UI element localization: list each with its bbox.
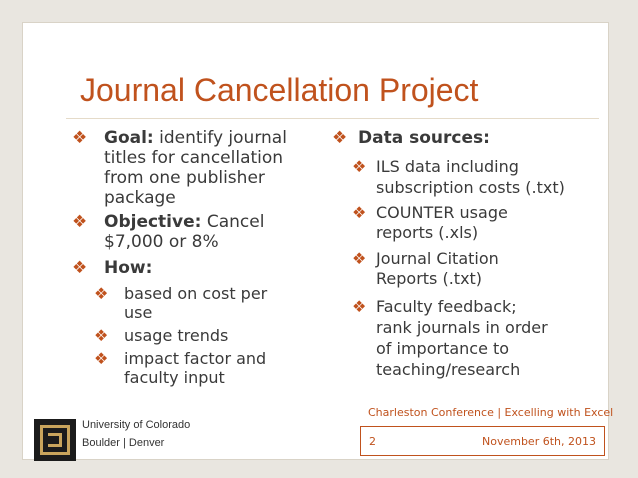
how-label: How: <box>104 258 153 278</box>
logo-mark <box>48 433 62 447</box>
footer-bar <box>360 426 605 456</box>
footer-date: November 6th, 2013 <box>482 435 596 448</box>
data-source-line: rank journals in order <box>376 318 548 337</box>
objective-text-line: Cancel <box>206 212 265 232</box>
goal-label: Goal: <box>104 128 154 148</box>
university-name: University of Colorado <box>82 419 191 431</box>
goal-text-line: from one publisher <box>104 168 265 188</box>
conference-footer: Charleston Conference | Excelling with Excel <box>368 406 614 419</box>
bullet-icon: ❖ <box>332 128 348 148</box>
slide-title: Journal Cancellation Project <box>80 72 479 108</box>
title-divider <box>66 118 599 119</box>
bullet-icon: ❖ <box>94 284 109 303</box>
bullet-icon: ❖ <box>72 258 88 278</box>
data-source-line: subscription costs (.txt) <box>376 178 565 197</box>
university-campuses: Boulder | Denver <box>82 437 165 449</box>
objective-bullet <box>104 212 264 232</box>
goal-text-line: identify journal <box>159 128 287 148</box>
goal-bullet <box>104 128 287 148</box>
bullet-icon: ❖ <box>72 212 88 232</box>
data-sources-label: Data sources: <box>358 128 490 148</box>
how-item-line: use <box>124 303 153 322</box>
goal-text-line: package <box>104 188 176 208</box>
how-item-line: usage trends <box>124 326 229 345</box>
bullet-icon: ❖ <box>94 326 109 345</box>
how-item-line: faculty input <box>124 368 225 387</box>
bullet-icon: ❖ <box>72 128 88 148</box>
data-source-line: Reports (.txt) <box>376 269 483 288</box>
how-item-line: impact factor and <box>124 349 267 368</box>
page-number: 2 <box>369 435 376 448</box>
data-source-line: reports (.xls) <box>376 223 479 242</box>
data-source-line: Faculty feedback; <box>376 297 517 316</box>
data-source-line: teaching/research <box>376 360 521 379</box>
data-source-line: COUNTER usage <box>376 203 508 222</box>
bullet-icon: ❖ <box>352 203 367 222</box>
data-source-line: of importance to <box>376 339 510 358</box>
data-source-line: Journal Citation <box>376 249 499 268</box>
bullet-icon: ❖ <box>352 297 367 316</box>
data-source-line: ILS data including <box>376 157 519 176</box>
bullet-icon: ❖ <box>352 157 367 176</box>
goal-text-line: titles for cancellation <box>104 148 284 168</box>
how-item-line: based on cost per <box>124 284 268 303</box>
bullet-icon: ❖ <box>352 249 367 268</box>
objective-text-line: $7,000 or 8% <box>104 232 219 252</box>
objective-label: Objective: <box>104 212 202 232</box>
cu-logo <box>34 419 76 461</box>
bullet-icon: ❖ <box>94 349 109 368</box>
